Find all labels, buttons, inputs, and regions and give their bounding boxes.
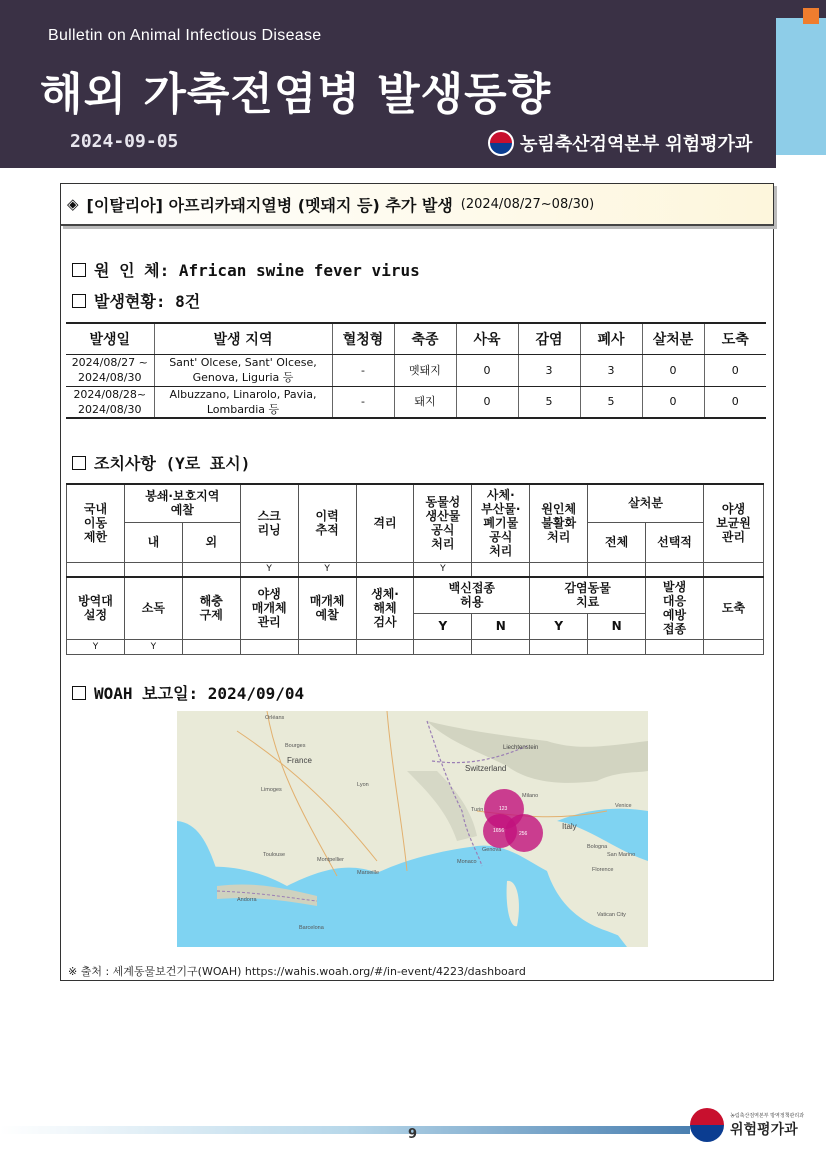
table-row: [66, 386, 766, 418]
measure-value-cell: Y: [240, 562, 298, 577]
col-header: 감염: [518, 323, 580, 354]
measure-value-cell: [67, 562, 125, 577]
table-cell: -: [332, 386, 394, 418]
measure-header: 이력 추적: [298, 484, 356, 562]
taeguk-logo-icon: [690, 1108, 724, 1142]
measure-header: 살처분: [588, 484, 704, 522]
measure-header: 스크 리닝: [240, 484, 298, 562]
measure-header: 국내 이동 제한: [67, 484, 125, 562]
measure-header: 야생 보균원 관리: [703, 484, 763, 562]
measure-subheader: 선택적: [646, 522, 704, 562]
checkbox-icon: [72, 456, 86, 470]
map-svg: [177, 711, 648, 947]
measure-subheader: Y: [414, 613, 472, 639]
measure-header: 도축: [703, 577, 763, 639]
measure-value-cell: [356, 639, 414, 654]
svg-text:Montpellier: Montpellier: [317, 857, 344, 863]
table-cell: 2024/08/28~ 2024/08/30: [66, 386, 154, 418]
measure-header: 감염동물 치료: [530, 577, 646, 613]
measure-subheader: 외: [182, 522, 240, 562]
table-cell: 0: [704, 354, 766, 386]
measure-value-cell: Y: [67, 639, 125, 654]
measure-header: 발생 대응 예방 접종: [646, 577, 704, 639]
outbreak-table: [66, 322, 766, 419]
col-header: 사육: [456, 323, 518, 354]
measure-subheader: Y: [530, 613, 588, 639]
org-label: 농림축산검역본부 위험평가과: [520, 134, 753, 155]
source-note: ※ 출처 : 세계동물보건기구(WOAH) https://wahis.woah.org/#/in-event/4223/dashboard: [68, 965, 526, 978]
corner-square: [803, 8, 819, 24]
svg-text:Barcelona: Barcelona: [299, 925, 324, 931]
measure-header: 동물성 생산물 공식 처리: [414, 484, 472, 562]
table-header-row: [66, 323, 766, 354]
measure-header: 사체· 부산물· 폐기물 공식 처리: [472, 484, 530, 562]
measure-subheader: N: [588, 613, 646, 639]
measure-value-cell: [530, 562, 588, 577]
svg-text:Marseille: Marseille: [357, 870, 380, 876]
svg-text:Bologna: Bologna: [587, 844, 608, 850]
map-label-liechtenstein: Liechtenstein: [503, 745, 539, 751]
measure-value-cell: [240, 639, 298, 654]
measure-value-cell: [588, 639, 646, 654]
table-row: [66, 354, 766, 386]
svg-text:Florence: Florence: [592, 867, 614, 873]
bulletin-subtitle: Bulletin on Animal Infectious Disease: [48, 27, 322, 44]
footer-org-big: 위험평가과: [730, 1121, 798, 1138]
measure-header: 야생 매개체 관리: [240, 577, 298, 639]
measure-value-cell: [472, 562, 530, 577]
measure-value-cell: Y: [124, 639, 182, 654]
col-header: 살처분: [642, 323, 704, 354]
table-cell: 0: [456, 354, 518, 386]
measure-value-cell: [182, 639, 240, 654]
table-cell: 0: [704, 386, 766, 418]
table-cell: Albuzzano, Linarolo, Pavia, Lombardia 등: [154, 386, 332, 418]
footer-org-small: 농림축산검역본부 방역정책관리과: [730, 1112, 805, 1119]
measure-value-cell: Y: [414, 562, 472, 577]
col-header: 발생 지역: [154, 323, 332, 354]
measure-header: 소독: [124, 577, 182, 639]
measure-value-cell: [298, 639, 356, 654]
measure-header: 방역대 설정: [67, 577, 125, 639]
measures-title-line: 조치사항 (Y로 표시): [72, 451, 250, 474]
footer-bar: [0, 1126, 690, 1134]
checkbox-icon: [72, 263, 86, 277]
svg-text:Turin: Turin: [471, 807, 484, 813]
table-cell: Sant' Olcese, Sant' Olcese, Genova, Liguria 등: [154, 354, 332, 386]
col-header: 폐사: [580, 323, 642, 354]
measure-value-cell: Y: [298, 562, 356, 577]
measure-subheader: 내: [124, 522, 182, 562]
measure-value-cell: [414, 639, 472, 654]
taeguk-logo-icon: [488, 130, 514, 156]
table-cell: 3: [518, 354, 580, 386]
measure-values-row: [67, 639, 764, 654]
measure-value-cell: [472, 639, 530, 654]
svg-text:Andorra: Andorra: [237, 897, 257, 903]
measure-subheader: 전체: [588, 522, 646, 562]
svg-text:Milano: Milano: [522, 793, 539, 799]
page-header: [0, 0, 776, 168]
cluster-label: 256: [519, 831, 528, 837]
headline-text: [이탈리아] 아프리카돼지열병 (멧돼지 등) 추가 발생: [86, 195, 453, 215]
table-cell: 멧돼지: [394, 354, 456, 386]
measure-header: 해충 구제: [182, 577, 240, 639]
bulletin-date: 2024-09-05: [70, 131, 179, 152]
table-cell: 0: [642, 386, 704, 418]
measure-header: 매개체 예찰: [298, 577, 356, 639]
cluster-label: 123: [499, 806, 508, 812]
measure-value-cell: [703, 639, 763, 654]
checkbox-icon: [72, 686, 86, 700]
measure-value-cell: [530, 639, 588, 654]
measure-value-cell: [182, 562, 240, 577]
table-cell: 돼지: [394, 386, 456, 418]
map-label-france: France: [287, 756, 312, 765]
table-cell: 3: [580, 354, 642, 386]
svg-text:Bourges: Bourges: [285, 743, 306, 749]
page-number: 9: [408, 1127, 418, 1142]
svg-text:Toulouse: Toulouse: [263, 852, 286, 858]
measure-value-cell: [588, 562, 646, 577]
svg-text:San Marino: San Marino: [607, 852, 636, 858]
checkbox-icon: [72, 294, 86, 308]
table-cell: 5: [580, 386, 642, 418]
table-cell: 2024/08/27 ~ 2024/08/30: [66, 354, 154, 386]
measure-header: 원인체 불활화 처리: [530, 484, 588, 562]
headline-box: [60, 183, 774, 226]
measure-values-row: [67, 562, 764, 577]
woah-report-line: WOAH 보고일: 2024/09/04: [72, 681, 304, 704]
svg-text:Limoges: Limoges: [261, 787, 282, 793]
map-label-switzerland: Switzerland: [465, 764, 507, 773]
svg-text:Genova: Genova: [482, 847, 502, 853]
col-header: 발생일: [66, 323, 154, 354]
svg-text:Lyon: Lyon: [357, 782, 369, 788]
svg-text:Vatican City: Vatican City: [597, 912, 626, 918]
pathogen-line: 원 인 체: African swine fever virus: [72, 258, 420, 281]
measure-value-cell: [356, 562, 414, 577]
org-name: [488, 130, 752, 156]
outbreak-map[interactable]: [177, 711, 648, 947]
status-line: 발생현황: 8건: [72, 289, 200, 312]
svg-text:Monaco: Monaco: [457, 859, 477, 865]
table-cell: -: [332, 354, 394, 386]
cluster-label: 1656: [493, 828, 505, 834]
headline-period: (2024/08/27~08/30): [460, 196, 595, 212]
measure-header: 격리: [356, 484, 414, 562]
col-header: 도축: [704, 323, 766, 354]
col-header: 혈청형: [332, 323, 394, 354]
measure-value-cell: [646, 639, 704, 654]
svg-text:Venice: Venice: [615, 803, 632, 809]
table-cell: 5: [518, 386, 580, 418]
measure-header: 생체· 해체 검사: [356, 577, 414, 639]
footer-logo: [690, 1108, 804, 1142]
measure-header: 봉쇄·보호지역 예찰: [124, 484, 240, 522]
measure-subheader: N: [472, 613, 530, 639]
diamond-icon: ◈: [67, 195, 79, 213]
measures-table: [66, 483, 764, 655]
col-header: 축종: [394, 323, 456, 354]
svg-text:Orléans: Orléans: [265, 715, 285, 721]
measure-value-cell: [703, 562, 763, 577]
measure-value-cell: [646, 562, 704, 577]
bulletin-title: 해외 가축전염병 발생동향: [40, 69, 552, 120]
measure-header: 백신접종 허용: [414, 577, 530, 613]
map-label-italy: Italy: [562, 822, 577, 831]
table-cell: 0: [456, 386, 518, 418]
table-cell: 0: [642, 354, 704, 386]
measure-value-cell: [124, 562, 182, 577]
